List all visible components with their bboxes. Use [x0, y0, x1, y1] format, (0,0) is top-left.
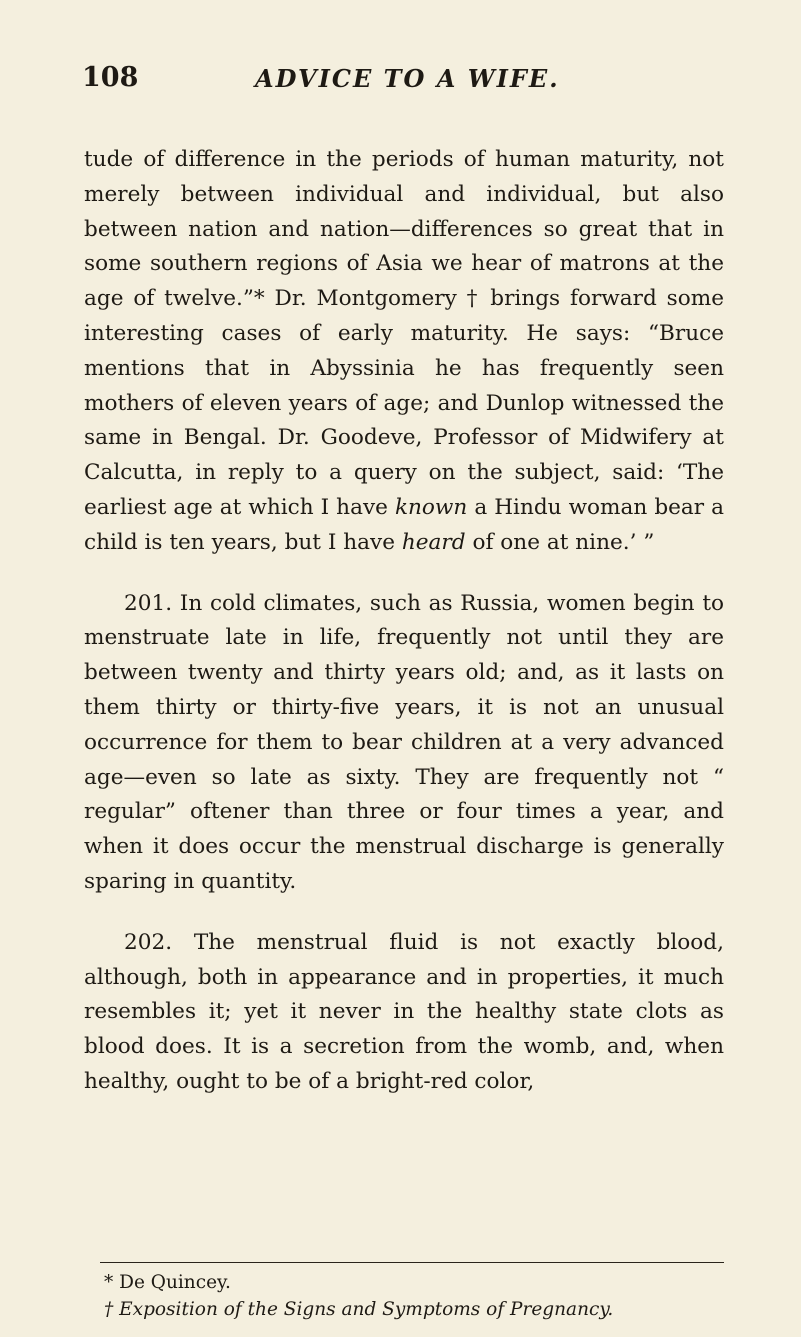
- running-head: ADVICE TO A WIFE.: [255, 64, 560, 93]
- paragraph-continued: [84, 143, 724, 561]
- page-number: 108: [82, 62, 139, 93]
- footnote-de-quincey: * De Quincey.: [104, 1272, 231, 1293]
- paragraph-text: tude of difference in the periods of human maturity, not merely between individual and individual, but also between nation and nation—differences so great that in some southern regions of Asia we hear of matrons at the age of twelve.”* Dr. Montgomery † brings forward some interesting cases of early maturity. He says: “Bruce mentions that in Abyssinia he has frequently seen mothers of eleven years of age; and Dunlop witnessed the same in Bengal. Dr. Goodeve, Professor of Midwifery at Calcutta, in reply to a query on the subject, said: ‘The earliest age at which I have: [84, 147, 724, 520]
- paragraph-text: of one at nine.’ ”: [465, 529, 655, 555]
- footnotes: [104, 1269, 724, 1323]
- italic-word-known: known: [394, 494, 468, 520]
- footnote-exposition: † Exposition of the Signs and Symptoms of Pregnancy.: [104, 1299, 614, 1320]
- paragraph-201: 201. In cold climates, such as Russia, women begin to menstruate late in life, frequently not until they are between twenty and thirty years old; and, as it lasts on them thirty or thirty-five years, it is not an unusual occurrence for them to bear children at a very advanced age—even so late as sixty. They are frequently not “ regular” oftener than three or four times a year, and when it does occur the menstrual discharge is generally sparing in quantity.: [84, 590, 724, 894]
- paragraph-202: 202. The menstrual fluid is not exactly blood, although, both in appearance and in properties, it much resembles it; yet it never in the healthy state clots as blood does. It is a secretion from the womb, and, when healthy, ought to be of a bright-red color,: [84, 929, 724, 1094]
- footnote-rule: [100, 1262, 724, 1263]
- italic-word-heard: heard: [401, 529, 466, 555]
- body-text: [84, 143, 724, 1126]
- paragraph-text: a Hindu woman bear a child is ten years, but I have: [84, 494, 724, 555]
- page-header: [82, 62, 722, 102]
